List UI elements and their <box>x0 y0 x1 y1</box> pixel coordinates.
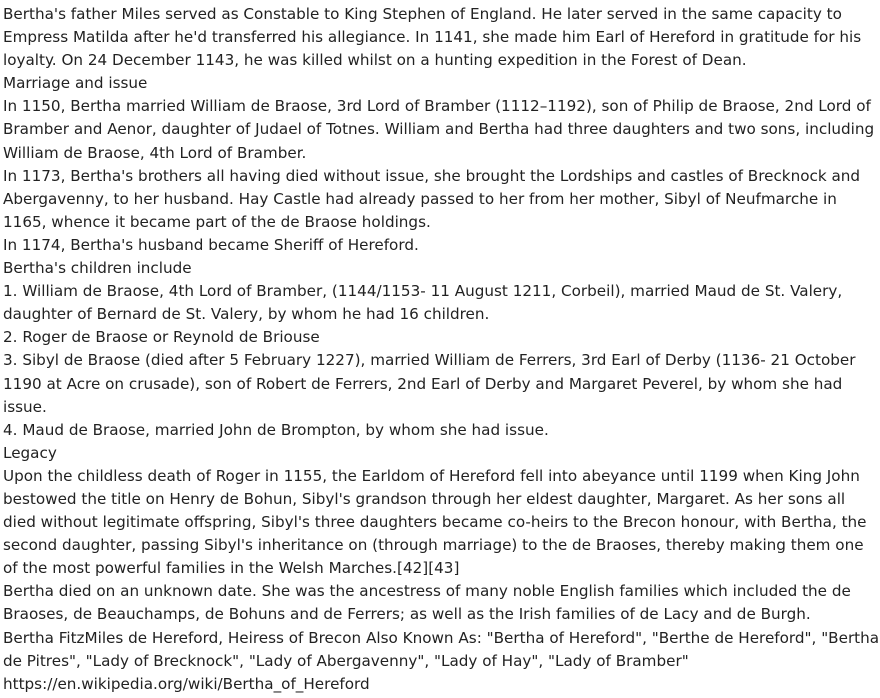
list-item-child-2: 2. Roger de Braose or Reynold de Briouse <box>3 328 320 347</box>
paragraph-sheriff: In 1174, Bertha's husband became Sheriff of Hereford. <box>3 235 419 254</box>
paragraph-lordships: In 1173, Bertha's brothers all having died without issue, she brought the Lordships and castles of Brecknock and Abergavenny, to her husband. Hay Castle had already passed to her from her mother, Sibyl of Neufmarche in 1165, whence it became part of the de Braose holdings. <box>3 166 861 231</box>
section-heading-legacy: Legacy <box>3 443 57 462</box>
list-item-child-4: 4. Maud de Braose, married John de Brompton, by whom she had issue. <box>3 420 549 439</box>
paragraph-legacy: Upon the childless death of Roger in 1155, the Earldom of Hereford fell into abeyance until 1199 when King John bestowed the title on Henry de Bohun, Sibyl's grandson through her eldest daughter, Margaret. As her sons all died without legitimate offspring, Sibyl's three daughters became co-heirs to the Brecon honour, with Bertha, the second daughter, passing Sibyl's inheritance on (through marriage) to the de Braoses, thereby making them one of the most powerful families in the Welsh Marches.[42][43] <box>3 466 867 578</box>
paragraph-aliases: Bertha FitzMiles de Hereford, Heiress of Brecon Also Known As: "Bertha of Hereford", "Berthe de Hereford", "Bertha de Pitres", "Lady of Brecknock", "Lady of Abergavenny", "Lady of Hay", "Lady of Bramber" <box>3 628 880 670</box>
paragraph-children-intro: Bertha's children include <box>3 259 192 278</box>
section-heading-marriage-and-issue: Marriage and issue <box>3 74 148 93</box>
paragraph-intro: Bertha's father Miles served as Constable to King Stephen of England. He later served in the same capacity to Empress Matilda after he'd transferred his allegiance. In 1141, she made him Earl of Hereford in gratitude for his loyalty. On 24 December 1143, he was killed whilst on a hunting expedition in the Forest of Dean. <box>3 5 862 70</box>
list-item-child-1: 1. William de Braose, 4th Lord of Bramber, (1144/1153- 11 August 1211, Corbeil), married Maud de St. Valery, daughter of Bernard de St. Valery, by whom he had 16 children. <box>3 282 843 324</box>
paragraph-marriage: In 1150, Bertha married William de Braose, 3rd Lord of Bramber (1112–1192), son of Philip de Braose, 2nd Lord of Bramber and Aenor, daughter of Judael of Totnes. William and Bertha had three daughters and two sons, including William de Braose, 4th Lord of Bramber. <box>3 97 875 162</box>
paragraph-death: Bertha died on an unknown date. She was the ancestress of many noble English families which included the de Braoses, de Beauchamps, de Bohuns and de Ferrers; as well as the Irish families of de Lacy and de Burgh. <box>3 582 851 624</box>
source-url: https://en.wikipedia.org/wiki/Bertha_of_Hereford <box>3 674 370 693</box>
list-item-child-3: 3. Sibyl de Braose (died after 5 February 1227), married William de Ferrers, 3rd Earl of Derby (1136- 21 October 1190 at Acre on crusade), son of Robert de Ferrers, 2nd Earl of Derby and Margaret Peverel, by whom she had issue. <box>3 351 856 416</box>
